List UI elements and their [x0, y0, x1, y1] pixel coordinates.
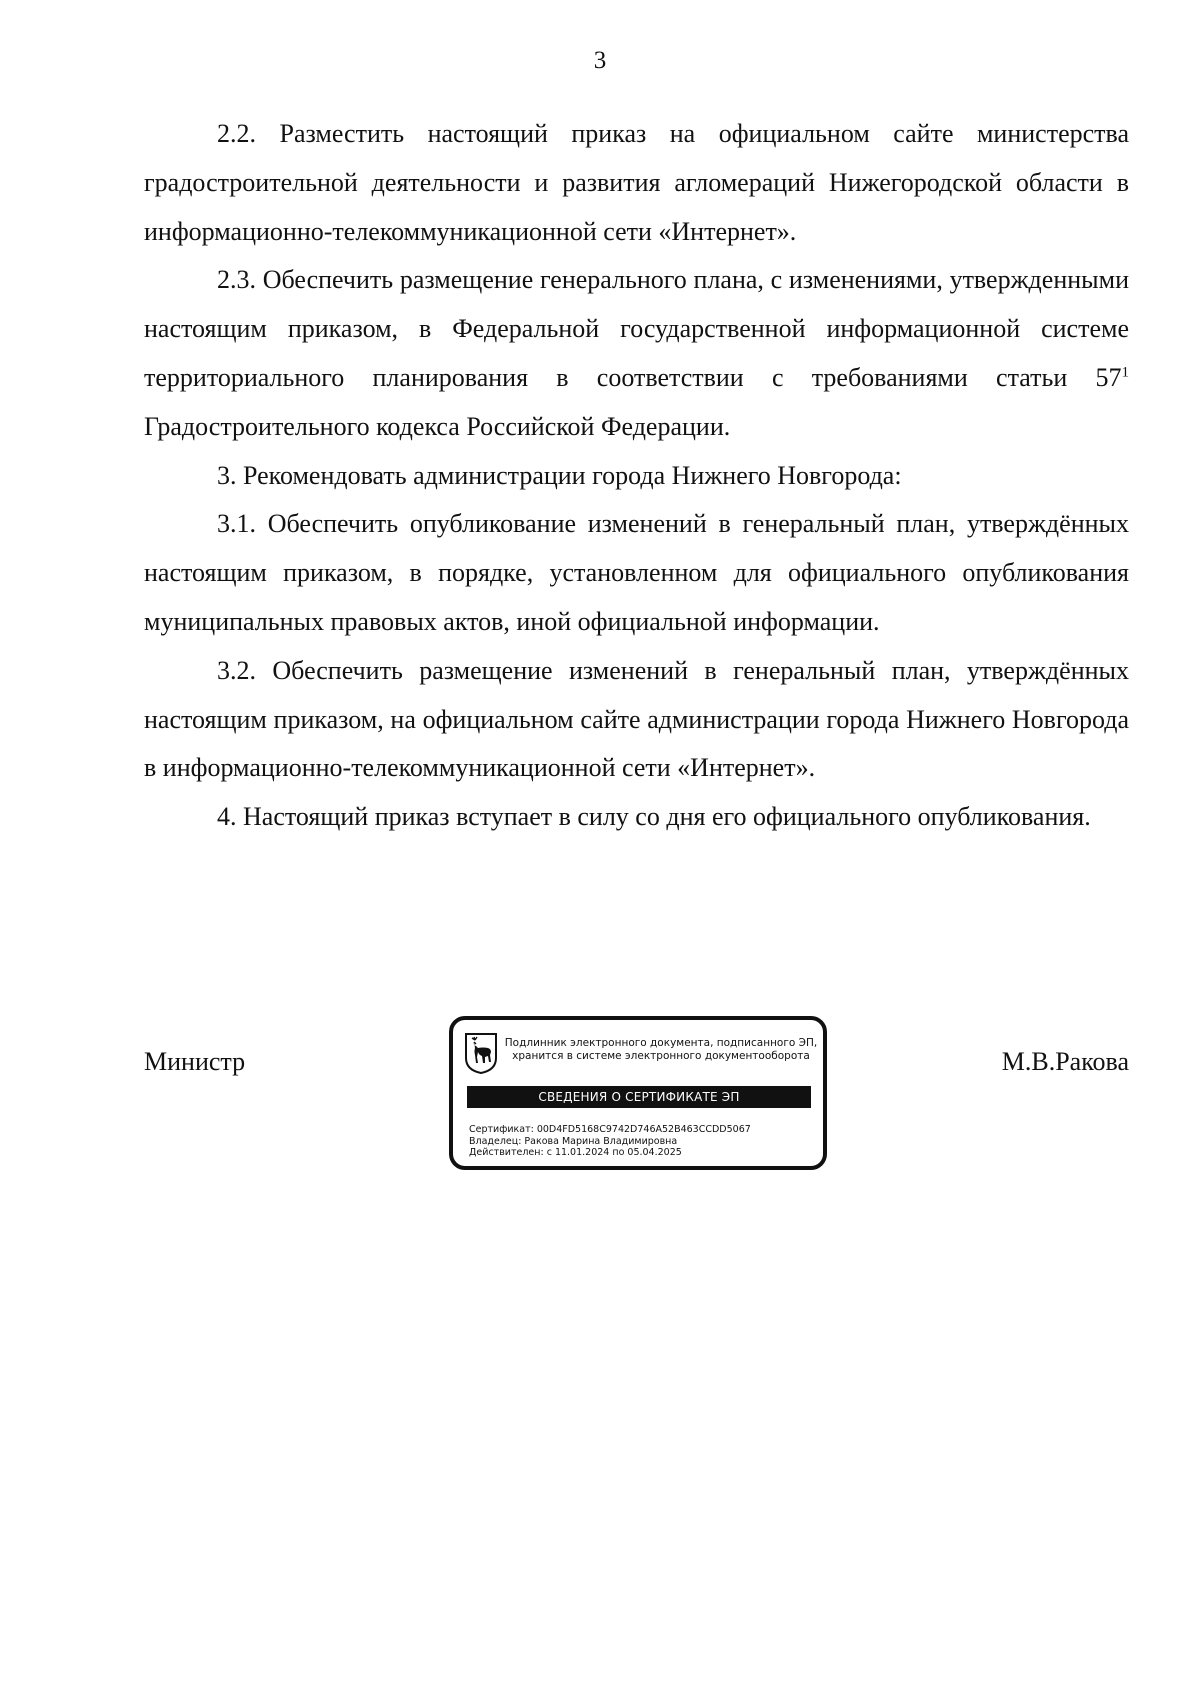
deer-emblem-icon [463, 1032, 499, 1074]
certificate-number: Сертификат: 00D4FD5168C9742D746A52B463CCDD5067 [469, 1124, 751, 1135]
stamp-banner: СВЕДЕНИЯ О СЕРТИФИКАТЕ ЭП [467, 1086, 811, 1108]
stamp-header-line: Подлинник электронного документа, подписанного ЭП, [504, 1037, 818, 1049]
paragraph-2-3-text-end: Градостроительного кодекса Российской Федерации. [144, 411, 731, 441]
signatory-title: Министр [144, 1047, 246, 1076]
certificate-details [469, 1124, 819, 1159]
page-number: 3 [593, 47, 607, 74]
stamp-header [501, 1037, 821, 1063]
article-superscript: 1 [1121, 364, 1129, 381]
paragraph-3-1: 3.1. Обеспечить опубликование изменений в генеральный план, утверждённых настоящим приказом, в порядке, установленном для официального опубликования муниципальных правовых актов, иной официальной информации. [144, 509, 1129, 636]
paragraph-3-2: 3.2. Обеспечить размещение изменений в генеральный план, утверждённых настоящим приказом, на официальном сайте администрации города Нижнего Новгорода в информационно-телекоммуникационной сети «Интернет». [144, 655, 1129, 783]
paragraph-2-2: 2.2. Разместить настоящий приказ на официальном сайте министерства градостроительной деятельности и развития агломераций Нижегородской области в информационно-телекоммуникационной сети «Интернет». [144, 119, 1129, 246]
electronic-signature-stamp [449, 1016, 827, 1170]
certificate-validity: Действителен: с 11.01.2024 по 05.04.2025 [469, 1147, 682, 1158]
paragraph-4: 4. Настоящий приказ вступает в силу со дня его официального опубликования. [217, 802, 1091, 832]
document-body [144, 110, 1129, 842]
stamp-header-line: хранится в системе электронного документооборота [512, 1050, 810, 1062]
paragraph-2-3 [144, 256, 1129, 451]
certificate-owner: Владелец: Ракова Марина Владимировна [469, 1135, 678, 1147]
paragraph-3: 3. Рекомендовать администрации города Нижнего Новгорода: [217, 460, 902, 490]
paragraph-2-3-text: 2.3. Обеспечить размещение генерального плана, с изменениями, утвержденными настоящим приказом, в Федеральной государственной информационной системе территориального планирования в соответствии с требованиями статьи 57 [144, 265, 1129, 392]
signatory-name: М.В.Ракова [1001, 1047, 1129, 1076]
